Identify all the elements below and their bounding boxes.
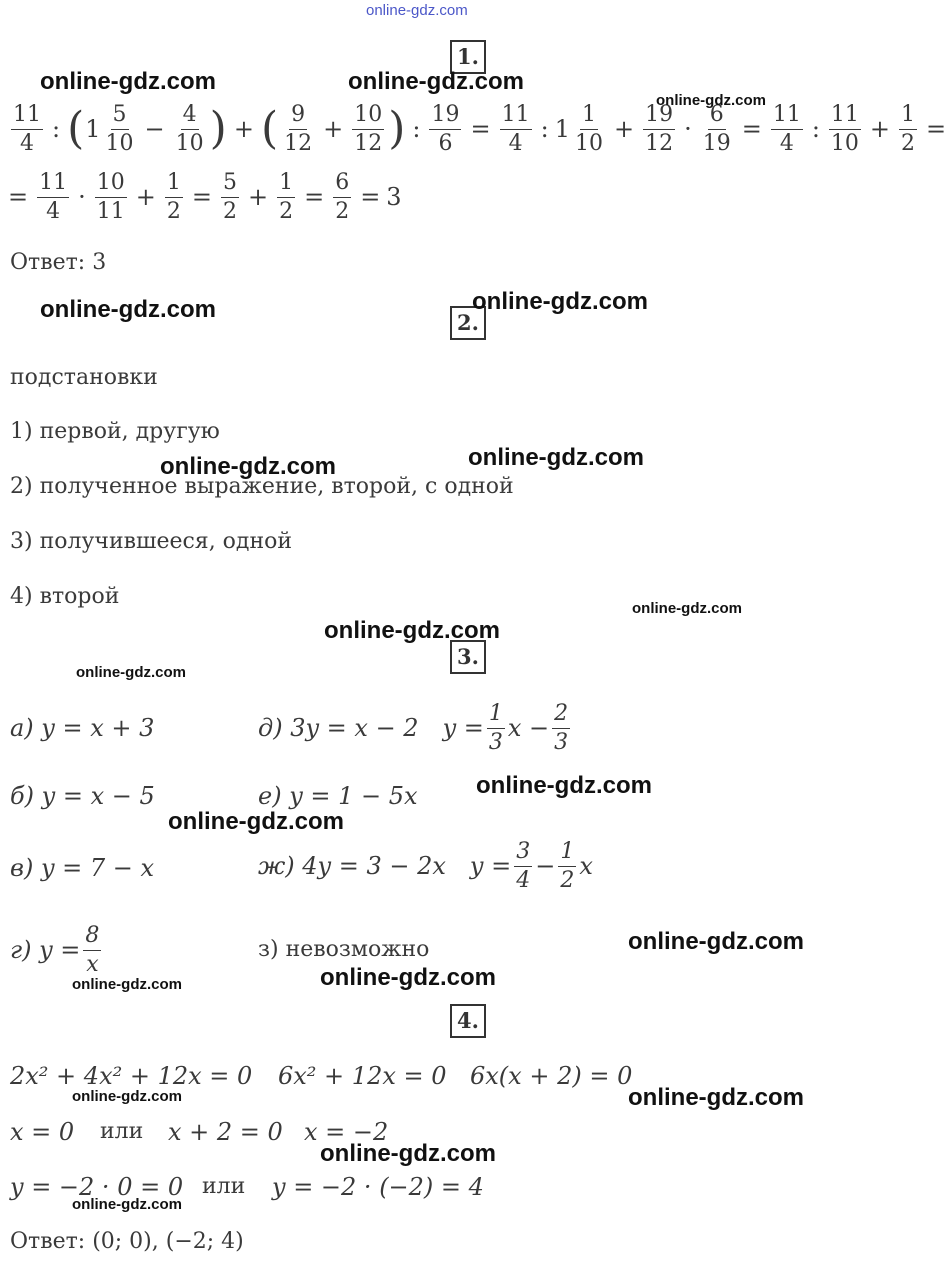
- fraction: $\frac{1}{2}$: [560, 839, 575, 893]
- task4-line3b: или: [202, 1174, 246, 1199]
- task4-line2c: x + 2 = 0: [168, 1118, 283, 1146]
- fraction: $\frac{11}{4}$: [772, 102, 801, 156]
- task4-line1b: 6x² + 12x = 0: [278, 1062, 447, 1090]
- task3-b: б) y = x − 5: [10, 782, 155, 810]
- task4-line2d: x = −2: [304, 1118, 389, 1146]
- task2-item-2: 2) полученное выражение, второй, с одной: [10, 474, 514, 499]
- fraction: $\frac{6}{19}$: [702, 102, 731, 156]
- watermark: online-gdz.com: [160, 453, 336, 480]
- watermark: online-gdz.com: [320, 1140, 496, 1167]
- fraction: $\frac{1}{2}$: [901, 102, 916, 156]
- task3-v: в) y = 7 − x: [10, 854, 155, 882]
- watermark: online-gdz.com: [320, 964, 496, 991]
- watermark: online-gdz.com: [40, 296, 216, 323]
- watermark-top: online-gdz.com: [366, 2, 468, 19]
- watermark: online-gdz.com: [72, 976, 182, 993]
- task4-line1a: 2x² + 4x² + 12x = 0: [10, 1062, 253, 1090]
- task4-line3a: y = −2 · 0 = 0: [10, 1173, 184, 1201]
- fraction: $\frac{11}{4}$: [13, 102, 41, 156]
- task4-line1c: 6x(x + 2) = 0: [470, 1062, 633, 1090]
- task3-g: г) y = $\frac{8}{x}$: [10, 923, 100, 977]
- fraction: $\frac{10}{11}$: [96, 170, 125, 224]
- task4-line2b: или: [100, 1119, 144, 1144]
- task1-line1: $\frac{11}{4}$ : ( 1 $\frac{5}{10}$ − $\frac{4}{10}$ ) + ( $\frac{9}{12}$ + $\frac{10}{12}$ ) : $\frac{19}{6}$ = $\frac{11}{4}$ : 1 $\frac{1}{10}$ + $\frac{19}{12}$ · $\frac{6}{19}$ = $\frac{11}{4}$ : $\frac{11}{10}$ + $\frac{1}{2}$ =: [13, 102, 947, 156]
- task4-line2a: x = 0: [10, 1118, 75, 1146]
- task2-item-1: 1) первой, другую: [10, 419, 220, 444]
- watermark: online-gdz.com: [476, 772, 652, 799]
- watermark: online-gdz.com: [468, 444, 644, 471]
- watermark: online-gdz.com: [628, 1084, 804, 1111]
- watermark: online-gdz.com: [628, 928, 804, 955]
- task1-result: 3: [386, 183, 402, 211]
- watermark: online-gdz.com: [76, 664, 186, 681]
- task-number-4: 4.: [450, 1004, 486, 1038]
- task2-title: подстановки: [10, 365, 158, 390]
- fraction: $\frac{6}{2}$: [335, 170, 350, 224]
- task4-answer: Ответ: (0; 0), (−2; 4): [10, 1229, 244, 1254]
- watermark: online-gdz.com: [472, 288, 648, 315]
- fraction: $\frac{19}{12}$: [645, 102, 674, 156]
- fraction: $\frac{2}{3}$: [554, 701, 569, 755]
- task4-line3c: y = −2 · (−2) = 4: [272, 1173, 484, 1201]
- task-number-3: 3.: [450, 640, 486, 674]
- task-number-2: 2.: [450, 306, 486, 340]
- task1-line2: = $\frac{11}{4}$ · $\frac{10}{11}$ + $\frac{1}{2}$ = $\frac{5}{2}$ + $\frac{1}{2}$ = $\frac{6}{2}$ = 3: [8, 170, 402, 224]
- watermark: online-gdz.com: [656, 92, 766, 109]
- watermark: online-gdz.com: [632, 600, 742, 617]
- mixed-number: 1 $\frac{1}{10}$: [554, 102, 603, 156]
- watermark: online-gdz.com: [168, 808, 344, 835]
- watermark: online-gdz.com: [348, 68, 524, 95]
- fraction: $\frac{4}{10}$: [175, 102, 204, 156]
- fraction: $\frac{11}{10}$: [830, 102, 859, 156]
- task1-answer: Ответ: 3: [10, 250, 107, 275]
- fraction: $\frac{1}{2}$: [166, 170, 181, 224]
- task2-item-4: 4) второй: [10, 584, 120, 609]
- fraction: $\frac{9}{12}$: [284, 102, 313, 156]
- watermark: online-gdz.com: [40, 68, 216, 95]
- task3-e: е) y = 1 − 5x: [258, 782, 418, 810]
- task3-z: з) невозможно: [258, 937, 430, 962]
- fraction: $\frac{1}{2}$: [279, 170, 294, 224]
- task-number-1: 1.: [450, 40, 486, 74]
- task3-zh: ж) 4y = 3 − 2x y = $\frac{3}{4}$ − $\frac{1}{2}$ x: [258, 839, 593, 893]
- task3-d: д) 3y = x − 2 y = $\frac{1}{3}$ x − $\frac{2}{3}$: [258, 701, 569, 755]
- task3-a: а) y = x + 3: [10, 714, 155, 742]
- fraction: $\frac{11}{4}$: [501, 102, 530, 156]
- fraction: $\frac{3}{4}$: [516, 839, 531, 893]
- fraction: $\frac{19}{6}$: [431, 102, 460, 156]
- watermark: online-gdz.com: [72, 1196, 182, 1213]
- task2-item-3: 3) получившееся, одной: [10, 529, 293, 554]
- fraction: $\frac{10}{12}$: [354, 102, 383, 156]
- fraction: $\frac{5}{2}$: [222, 170, 237, 224]
- mixed-number: 1 $\frac{5}{10}$: [85, 102, 134, 156]
- fraction: $\frac{11}{4}$: [39, 170, 68, 224]
- watermark: online-gdz.com: [324, 617, 500, 644]
- fraction: $\frac{8}{x}$: [85, 923, 100, 977]
- watermark: online-gdz.com: [72, 1088, 182, 1105]
- fraction: $\frac{1}{3}$: [488, 701, 503, 755]
